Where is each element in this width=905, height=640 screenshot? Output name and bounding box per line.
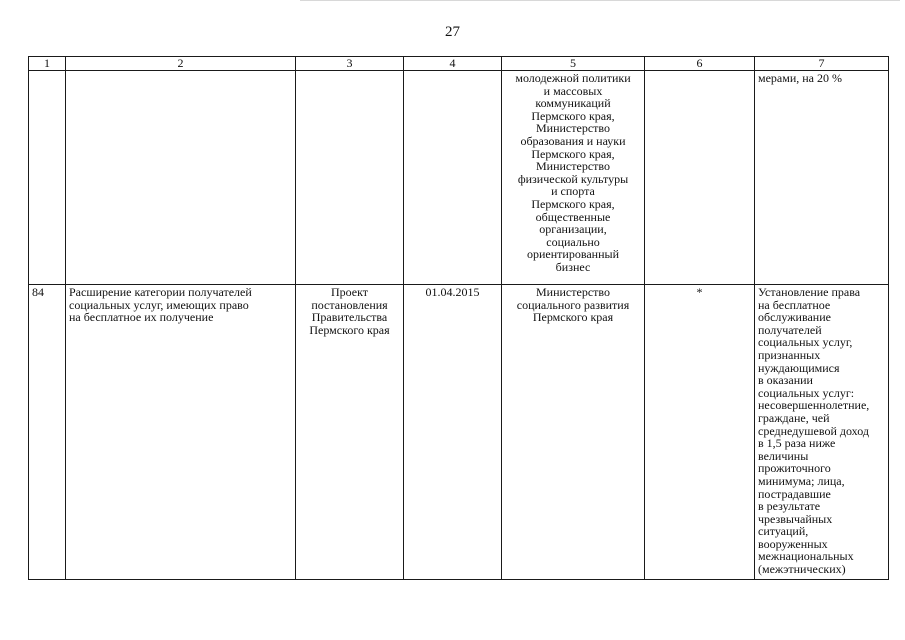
cell-result — [755, 285, 889, 580]
cell-marker — [645, 71, 755, 285]
text-line: в оказании — [758, 373, 813, 388]
text-line: мерами, на 20 % — [758, 71, 843, 85]
page-number: 27 — [445, 24, 460, 40]
text-line: в результате — [758, 499, 821, 514]
text-line: организации, — [539, 222, 607, 237]
text-line: Министерство — [536, 285, 610, 299]
column-number-row — [29, 57, 889, 71]
text-line: Министерство — [536, 121, 610, 136]
text-line: Проект — [330, 285, 369, 299]
text-line: обслуживание — [758, 310, 831, 325]
cell-result — [755, 71, 889, 285]
text-line: пострадавшие — [758, 486, 831, 501]
cell-document — [296, 71, 404, 285]
column-header-1: 1 — [29, 57, 66, 71]
text-line: Пермского края — [309, 322, 390, 337]
column-header-7: 7 — [755, 57, 889, 71]
top-scan-rule — [300, 0, 900, 1]
text-line: Установление права — [758, 285, 861, 299]
text-line: признанных — [758, 347, 821, 362]
column-header-4: 4 — [404, 57, 502, 71]
plan-table — [28, 56, 889, 580]
text-line: молодежной политики — [515, 71, 631, 85]
column-header-6: 6 — [645, 57, 755, 71]
text-line: Расширение категории получателей — [69, 285, 252, 299]
text-line: вооруженных — [758, 536, 828, 551]
text-line: на бесплатное их получение — [69, 310, 214, 325]
text-line: на бесплатное — [758, 297, 831, 312]
text-line: социальных услуг, — [758, 335, 853, 350]
text-line: образования и науки — [520, 133, 626, 148]
column-header-3: 3 — [296, 57, 404, 71]
column-header-5: 5 — [502, 57, 645, 71]
text-line: в 1,5 раза ниже — [758, 436, 836, 451]
text-line: общественные — [535, 209, 611, 224]
text-line: (межэтнических) — [758, 562, 846, 577]
text-line: среднедушевой доход — [758, 423, 869, 438]
cell-number: 84 — [29, 285, 66, 580]
cell-date — [404, 71, 502, 285]
cell-date: 01.04.2015 — [404, 285, 502, 580]
cell-executors — [502, 71, 645, 285]
text-line: социальных услуг: — [758, 385, 855, 400]
text-line: Правительства — [311, 310, 388, 325]
cell-executors — [502, 285, 645, 580]
text-line: прожиточного — [758, 461, 831, 476]
table-row-84 — [29, 285, 889, 580]
column-header-2: 2 — [66, 57, 296, 71]
text-line: нуждающимися — [758, 360, 840, 375]
table-row-continuation — [29, 71, 889, 285]
text-line: коммуникаций — [535, 96, 611, 111]
text-line: социально — [546, 234, 600, 249]
text-line: социальных услуг, имеющих право — [69, 297, 249, 312]
text-line: физической культуры — [517, 171, 629, 186]
text-line: ситуаций, — [758, 524, 809, 539]
text-line: Пермского края, — [531, 196, 615, 211]
cell-document — [296, 285, 404, 580]
text-line: и массовых — [543, 83, 603, 98]
text-line: бизнес — [555, 259, 591, 274]
text-line: Пермского края — [532, 310, 614, 325]
cell-title — [66, 285, 296, 580]
text-line: ориентированный — [527, 247, 619, 262]
text-line: Пермского края, — [531, 108, 615, 123]
text-line: минимума; лица, — [758, 473, 845, 488]
cell-marker: * — [645, 285, 755, 580]
text-line: величины — [758, 448, 809, 463]
cell-number — [29, 71, 66, 285]
text-line: граждане, чей — [758, 410, 830, 425]
text-line: чрезвычайных — [758, 511, 833, 526]
text-line: получателей — [758, 322, 822, 337]
text-line: постановления — [311, 297, 388, 312]
text-line: Пермского края, — [531, 146, 615, 161]
text-line: социального развития — [516, 297, 630, 312]
text-line: межнациональных — [758, 549, 854, 564]
text-line: несовершеннолетние, — [758, 398, 870, 413]
cell-title — [66, 71, 296, 285]
text-line: Министерство — [536, 159, 610, 174]
text-line: и спорта — [551, 184, 595, 199]
